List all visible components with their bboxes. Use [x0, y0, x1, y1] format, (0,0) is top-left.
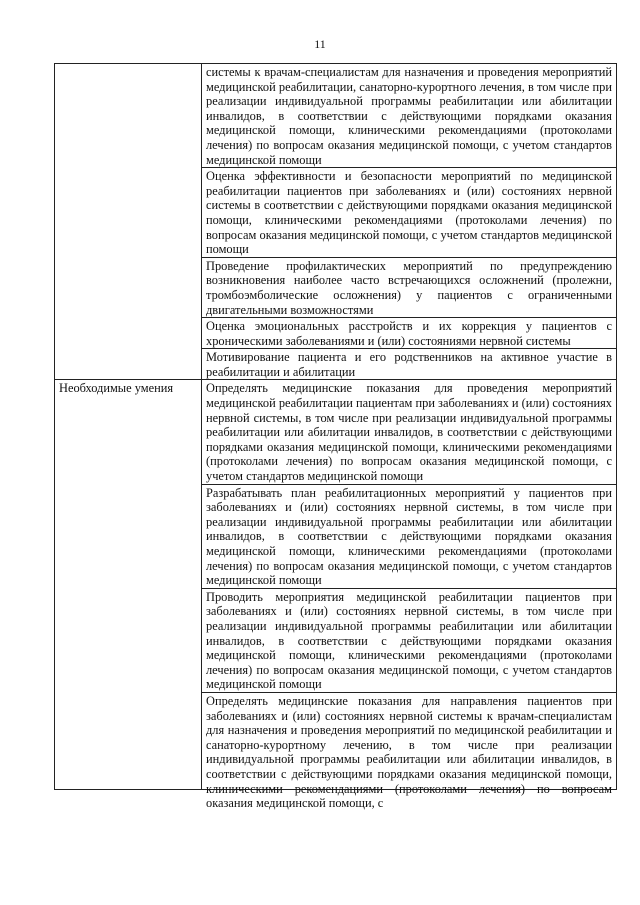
knowledge-item: Мотивирование пациента и его родственников на активное участие в реабилитации и абилитации: [202, 349, 617, 380]
table-row: [55, 64, 617, 168]
knowledge-item: Оценка эффективности и безопасности мероприятий по медицинской реабилитации пациентов при заболеваниях и (или) состояниях нервной системы в соответствии с действующими порядками оказания медицинской помощи, клиническими рекомендациями (протоколами лечения) по вопросам оказания медицинской помощи, с учетом стандартов медицинской помощи: [202, 168, 617, 258]
section-label: Необходимые умения: [55, 380, 202, 789]
requirements-table: [54, 63, 617, 811]
table-row: [55, 380, 617, 484]
skill-item: Разрабатывать план реабилитационных мероприятий у пациентов при заболеваниях и (или) состояниях нервной системы, в том числе при реализации индивидуальной программы реабилитации или абилитации инвалидов, в соответствии с действующими порядками оказания медицинской помощи, клиническими рекомендациями (протоколами лечения) по вопросам оказания медицинской помощи, с учетом стандартов медицинской помощи: [202, 484, 617, 588]
skill-item: Определять медицинские показания для направления пациентов при заболеваниях и (или) состояниях нервной системы к врачам-специалистам для назначения и проведения мероприятий по медицинской реабилитации и санаторно-курортному лечению, в том числе при реализации индивидуальной программы реабилитации или абилитации инвалидов, в соответствии с действующими порядками оказания медицинской помощи, клиническими рекомендациями (протоколами лечения) по вопросам оказания медицинской помощи, с: [206, 693, 612, 811]
knowledge-item: Проведение профилактических мероприятий по предупреждению возникновения наиболее часто встречающихся осложнений (пролежни, тромбоэмболические осложнения) у пациентов с ограниченными двигательными возможностями: [202, 257, 617, 317]
skill-item: Определять медицинские показания для проведения мероприятий медицинской реабилитации пациентам при заболеваниях и (или) состояниях нервной системы, в том числе при реализации индивидуальной программы реабилитации или абилитации инвалидов, в соответствии с действующими порядками оказания медицинской помощи, клиническими рекомендациями (протоколами лечения) по вопросам оказания медицинской помощи, с учетом стандартов медицинской помощи: [202, 380, 617, 484]
skill-item-cell: [202, 692, 617, 811]
page-number: 11: [314, 37, 326, 51]
skill-item: Проводить мероприятия медицинской реабилитации пациентов при заболеваниях и (или) состояниях нервной системы, в том числе при реализации индивидуальной программы реабилитации или абилитации инвалидов, в соответствии с действующими порядками оказания медицинской помощи, клиническими рекомендациями (протоколами лечения) по вопросам оказания медицинской помощи, с учетом стандартов медицинской помощи: [202, 588, 617, 692]
empty-label-cell: [55, 64, 202, 380]
knowledge-item: Оценка эмоциональных расстройств и их коррекция у пациентов с хроническими заболеваниями и (или) состояниями нервной системы: [202, 318, 617, 349]
knowledge-item: системы к врачам-специалистам для назначения и проведения мероприятий медицинской реабилитации, санаторно-курортного лечения, в том числе при реализации индивидуальной программы реабилитации или абилитации инвалидов, в соответствии с действующими порядками оказания медицинской помощи, клиническими рекомендациями (протоколами лечения) по вопросам оказания медицинской помощи, с учетом стандартов медицинской помощи: [202, 64, 617, 168]
